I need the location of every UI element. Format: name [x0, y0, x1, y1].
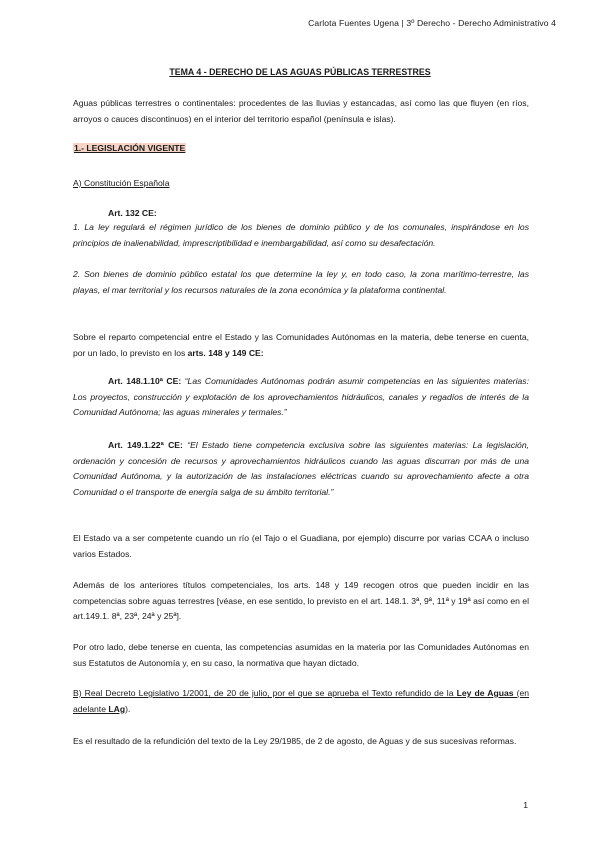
estado-paragraph: El Estado va a ser competente cuando un río (el Tajo o el Guadiana, por ejemplo) discurre por varias CCAA o incluso varios Estados.: [73, 533, 529, 559]
subheading-constitucion: A) Constitución Española: [73, 178, 170, 188]
reparto-text: Sobre el reparto competencial entre el Estado y las Comunidades Autónomas en la materia, debe tenerse en cuenta, por un lado, lo previsto en los: [73, 332, 529, 358]
article-132-paragraph-1: 1. La ley regulará el régimen jurídico de los bienes de dominio público y de los comunales, inspirándose en los principios de inalienabilidad, imprescriptibilidad e inembargabilidad, así como su desafectación.: [73, 222, 529, 248]
article-148-text: “Las Comunidades Autónomas podrán asumir competencias en las siguientes materias: Los proyectos, construcción y explotación de los aprovechamientos hidráulicos, canales y regadíos de interés de la Comunidad Autónoma; las aguas minerales y termales.”: [73, 376, 529, 418]
article-149-label: Art. 149.1.22ª CE:: [108, 440, 188, 450]
page-number: 1: [523, 800, 528, 810]
ley-aguas-mid: (en adelante: [73, 688, 530, 714]
article-148-label: Art. 148.1.10ª CE:: [108, 376, 185, 386]
ley-aguas-text: B) Real Decreto Legislativo 1/2001, de 20 de julio, por el que se aprueba el Texto refundido de la: [73, 688, 457, 698]
intro-paragraph: Aguas públicas terrestres o continentales: procedentes de las lluvias y estancadas, así como las que fluyen (en ríos, arroyos o cauces discontinuos) en el interior del territorio español (península e islas).: [73, 98, 529, 124]
article-149-paragraph: [73, 438, 529, 501]
article-149-text: “El Estado tiene competencia exclusiva sobre las siguientes materias: La legislación, ordenación y concesión de recursos y aprovechamientos hidráulicos cuando las aguas discurran por más de una Comunidad Autónoma, y la autorización de las instalaciones eléctricas cuando su aprovechamiento afecte a otra Comunidad o el transporte de energía salga de su ámbito territorial.”: [73, 440, 529, 498]
document-title: TEMA 4 - DERECHO DE LAS AGUAS PÚBLICAS TERRESTRES: [169, 67, 431, 77]
page-header: Carlota Fuentes Ugena | 3º Derecho - Derecho Administrativo 4: [308, 18, 556, 28]
otro-lado-paragraph: Por otro lado, debe tenerse en cuenta, las competencias asumidas en la materia por las Comunidades Autónomas en sus Estatutos de Autonomía y, en su caso, la normativa que hayan dictado.: [73, 642, 529, 668]
reparto-articles: arts. 148 y 149 CE:: [187, 347, 264, 358]
section-heading-legislacion: 1.- LEGISLACIÓN VIGENTE: [74, 143, 186, 153]
subheading-ley-aguas: [73, 686, 529, 717]
ley-aguas-abbrev: LAg: [108, 703, 126, 714]
ley-aguas-close: ).: [125, 703, 131, 714]
resultado-paragraph: Es el resultado de la refundición del texto de la Ley 29/1985, de 2 de agosto, de Aguas y de sus sucesivas reformas.: [73, 736, 517, 746]
article-132-label: Art. 132 CE:: [108, 208, 157, 218]
reparto-paragraph: [73, 330, 529, 361]
ley-aguas-bold: Ley de Aguas: [456, 688, 514, 698]
article-132-paragraph-2: 2. Son bienes de dominio público estatal los que determine la ley y, en todo caso, la zona marítimo-terrestre, las playas, el mar territorial y los recursos naturales de la zona económica y la plataforma continental.: [73, 269, 529, 295]
article-148-paragraph: [73, 374, 529, 421]
ademas-paragraph: Además de los anteriores títulos competenciales, los arts. 148 y 149 recogen otros que pueden incidir en las competencias sobre aguas terrestres [véase, en ese sentido, lo previsto en el art. 148.1. 3ª, 9ª, 11ª y 19ª así como en el art.149.1. 8ª, 23ª, 24ª y 25ª].: [73, 580, 529, 622]
